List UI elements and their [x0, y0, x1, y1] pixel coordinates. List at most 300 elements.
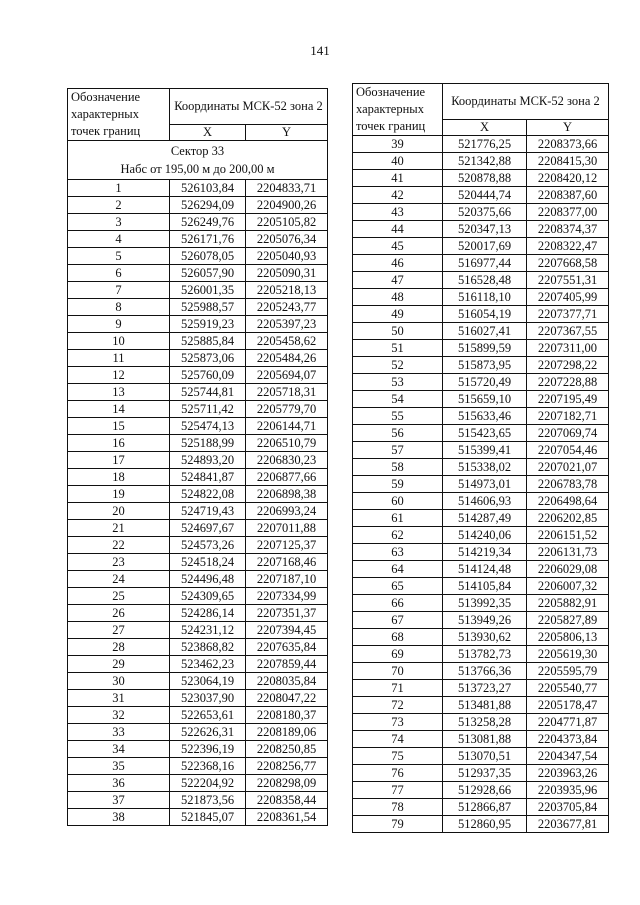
- x-coordinate: 516977,44: [443, 255, 527, 272]
- point-number: 77: [353, 782, 443, 799]
- table-row: [68, 520, 328, 537]
- y-coordinate: 2208361,54: [246, 809, 328, 826]
- y-coordinate: 2206993,24: [246, 503, 328, 520]
- y-coordinate: 2206510,79: [246, 435, 328, 452]
- table-row: [68, 435, 328, 452]
- table-row: [68, 605, 328, 622]
- table-row: [68, 673, 328, 690]
- table-row: [353, 374, 609, 391]
- point-number: 76: [353, 765, 443, 782]
- x-coordinate: 524518,24: [170, 554, 246, 571]
- x-coordinate: 513723,27: [443, 680, 527, 697]
- y-column-header: Y: [246, 125, 328, 141]
- table-row: [68, 180, 328, 197]
- x-coordinate: 525744,81: [170, 384, 246, 401]
- point-number: 60: [353, 493, 443, 510]
- y-coordinate: 2207021,07: [527, 459, 609, 476]
- point-number: 22: [68, 537, 170, 554]
- point-number: 29: [68, 656, 170, 673]
- y-coordinate: 2205595,79: [527, 663, 609, 680]
- x-coordinate: 515659,10: [443, 391, 527, 408]
- point-number: 39: [353, 136, 443, 153]
- point-number: 43: [353, 204, 443, 221]
- y-coordinate: 2205540,77: [527, 680, 609, 697]
- table-row: [353, 731, 609, 748]
- table-row: [68, 809, 328, 826]
- point-number: 26: [68, 605, 170, 622]
- point-number: 36: [68, 775, 170, 792]
- coordinates-header: Координаты МСК-52 зона 2: [170, 89, 328, 125]
- table-row: [68, 197, 328, 214]
- x-coordinate: 515873,95: [443, 357, 527, 374]
- point-number: 37: [68, 792, 170, 809]
- table-row: [353, 408, 609, 425]
- x-coordinate: 524231,12: [170, 622, 246, 639]
- point-number: 66: [353, 595, 443, 612]
- point-number: 28: [68, 639, 170, 656]
- y-coordinate: 2207168,46: [246, 554, 328, 571]
- table-row: [68, 724, 328, 741]
- x-coordinate: 520878,88: [443, 170, 527, 187]
- point-number: 59: [353, 476, 443, 493]
- point-number: 33: [68, 724, 170, 741]
- y-coordinate: 2205105,82: [246, 214, 328, 231]
- point-number: 3: [68, 214, 170, 231]
- x-coordinate: 515338,02: [443, 459, 527, 476]
- point-number: 72: [353, 697, 443, 714]
- x-coordinate: 520347,13: [443, 221, 527, 238]
- table-row: [353, 323, 609, 340]
- point-number: 52: [353, 357, 443, 374]
- point-number: 20: [68, 503, 170, 520]
- coordinates-table-left: [67, 88, 328, 826]
- y-coordinate: 2208047,22: [246, 690, 328, 707]
- x-coordinate: 512937,35: [443, 765, 527, 782]
- y-coordinate: 2207351,37: [246, 605, 328, 622]
- x-coordinate: 526103,84: [170, 180, 246, 197]
- x-coordinate: 512866,87: [443, 799, 527, 816]
- y-coordinate: 2206783,78: [527, 476, 609, 493]
- point-number: 25: [68, 588, 170, 605]
- x-coordinate: 515399,41: [443, 442, 527, 459]
- x-coordinate: 525919,23: [170, 316, 246, 333]
- x-coordinate: 526171,76: [170, 231, 246, 248]
- point-number: 11: [68, 350, 170, 367]
- table-row: [68, 690, 328, 707]
- x-coordinate: 526057,90: [170, 265, 246, 282]
- y-coordinate: 2204373,84: [527, 731, 609, 748]
- table-row: [68, 792, 328, 809]
- point-number: 42: [353, 187, 443, 204]
- point-number: 30: [68, 673, 170, 690]
- x-coordinate: 523064,19: [170, 673, 246, 690]
- y-coordinate: 2207334,99: [246, 588, 328, 605]
- x-coordinate: 513081,88: [443, 731, 527, 748]
- y-coordinate: 2203963,26: [527, 765, 609, 782]
- y-coordinate: 2207311,00: [527, 340, 609, 357]
- coordinates-table-right: [352, 83, 609, 833]
- point-number: 45: [353, 238, 443, 255]
- x-coordinate: 521873,56: [170, 792, 246, 809]
- table-row: [353, 544, 609, 561]
- point-number: 74: [353, 731, 443, 748]
- x-coordinate: 513992,35: [443, 595, 527, 612]
- x-coordinate: 521776,25: [443, 136, 527, 153]
- x-coordinate: 522626,31: [170, 724, 246, 741]
- x-coordinate: 513949,26: [443, 612, 527, 629]
- y-coordinate: 2207405,99: [527, 289, 609, 306]
- table-row: [353, 340, 609, 357]
- point-number: 58: [353, 459, 443, 476]
- table-row: [353, 527, 609, 544]
- table-row: [353, 714, 609, 731]
- y-coordinate: 2208189,06: [246, 724, 328, 741]
- table-row: [353, 391, 609, 408]
- x-column-header: X: [443, 120, 527, 136]
- table-row: [68, 656, 328, 673]
- y-coordinate: 2207182,71: [527, 408, 609, 425]
- table-row: [68, 775, 328, 792]
- point-number: 31: [68, 690, 170, 707]
- table-row: [68, 707, 328, 724]
- table-row: [68, 469, 328, 486]
- x-coordinate: 525474,13: [170, 418, 246, 435]
- table-row: [353, 578, 609, 595]
- table-row: [68, 367, 328, 384]
- point-number: 17: [68, 452, 170, 469]
- x-coordinate: 513258,28: [443, 714, 527, 731]
- x-coordinate: 513766,36: [443, 663, 527, 680]
- x-coordinate: 513070,51: [443, 748, 527, 765]
- y-coordinate: 2207011,88: [246, 520, 328, 537]
- x-coordinate: 512860,95: [443, 816, 527, 833]
- x-coordinate: 523037,90: [170, 690, 246, 707]
- x-coordinate: 513930,62: [443, 629, 527, 646]
- x-coordinate: 524697,67: [170, 520, 246, 537]
- x-coordinate: 525188,99: [170, 435, 246, 452]
- table-row: [353, 204, 609, 221]
- x-coordinate: 516118,10: [443, 289, 527, 306]
- point-number: 24: [68, 571, 170, 588]
- y-coordinate: 2205397,23: [246, 316, 328, 333]
- x-coordinate: 523462,23: [170, 656, 246, 673]
- x-coordinate: 525711,42: [170, 401, 246, 418]
- table-row: [353, 595, 609, 612]
- x-coordinate: 520375,66: [443, 204, 527, 221]
- table-row: [353, 187, 609, 204]
- table-row: [353, 629, 609, 646]
- point-number: 44: [353, 221, 443, 238]
- table-row: [353, 510, 609, 527]
- y-coordinate: 2205779,70: [246, 401, 328, 418]
- x-coordinate: 526078,05: [170, 248, 246, 265]
- x-coordinate: 521342,88: [443, 153, 527, 170]
- point-number: 70: [353, 663, 443, 680]
- y-coordinate: 2208358,44: [246, 792, 328, 809]
- x-coordinate: 524893,20: [170, 452, 246, 469]
- y-coordinate: 2208377,00: [527, 204, 609, 221]
- point-number: 53: [353, 374, 443, 391]
- table-row: [353, 561, 609, 578]
- x-coordinate: 516528,48: [443, 272, 527, 289]
- y-coordinate: 2205827,89: [527, 612, 609, 629]
- x-coordinate: 512928,66: [443, 782, 527, 799]
- point-number: 15: [68, 418, 170, 435]
- table-row: [353, 153, 609, 170]
- table-row: [68, 452, 328, 469]
- y-coordinate: 2207125,37: [246, 537, 328, 554]
- point-number: 51: [353, 340, 443, 357]
- y-coordinate: 2207859,44: [246, 656, 328, 673]
- point-number: 47: [353, 272, 443, 289]
- x-coordinate: 514606,93: [443, 493, 527, 510]
- point-number: 69: [353, 646, 443, 663]
- y-coordinate: 2208415,30: [527, 153, 609, 170]
- y-coordinate: 2203705,84: [527, 799, 609, 816]
- x-coordinate: 514240,06: [443, 527, 527, 544]
- x-coordinate: 515899,59: [443, 340, 527, 357]
- point-number: 6: [68, 265, 170, 282]
- table-row: [68, 248, 328, 265]
- point-number: 71: [353, 680, 443, 697]
- point-number: 5: [68, 248, 170, 265]
- x-coordinate: 515423,65: [443, 425, 527, 442]
- point-number: 12: [68, 367, 170, 384]
- x-coordinate: 525760,09: [170, 367, 246, 384]
- y-coordinate: 2205806,13: [527, 629, 609, 646]
- table-row: [353, 765, 609, 782]
- x-coordinate: 513481,88: [443, 697, 527, 714]
- y-coordinate: 2206007,32: [527, 578, 609, 595]
- table-row: [68, 537, 328, 554]
- point-number: 79: [353, 816, 443, 833]
- point-number: 13: [68, 384, 170, 401]
- y-coordinate: 2207551,31: [527, 272, 609, 289]
- point-number: 49: [353, 306, 443, 323]
- y-coordinate: 2203935,96: [527, 782, 609, 799]
- table-row: [353, 493, 609, 510]
- y-coordinate: 2208387,60: [527, 187, 609, 204]
- table-row: [68, 333, 328, 350]
- y-coordinate: 2205458,62: [246, 333, 328, 350]
- table-row: [353, 782, 609, 799]
- y-coordinate: 2206202,85: [527, 510, 609, 527]
- sector-caption: [68, 141, 328, 180]
- point-number: 7: [68, 282, 170, 299]
- table-row: [353, 136, 609, 153]
- point-number: 41: [353, 170, 443, 187]
- point-number: 62: [353, 527, 443, 544]
- x-coordinate: 525885,84: [170, 333, 246, 350]
- y-coordinate: 2204771,87: [527, 714, 609, 731]
- y-coordinate: 2205040,93: [246, 248, 328, 265]
- table-row: [353, 697, 609, 714]
- point-number: 78: [353, 799, 443, 816]
- table-row: [68, 299, 328, 316]
- point-number: 10: [68, 333, 170, 350]
- table-row: [68, 350, 328, 367]
- x-coordinate: 525873,06: [170, 350, 246, 367]
- y-coordinate: 2208373,66: [527, 136, 609, 153]
- x-coordinate: 524822,08: [170, 486, 246, 503]
- x-coordinate: 524719,43: [170, 503, 246, 520]
- y-coordinate: 2208035,84: [246, 673, 328, 690]
- point-number: 34: [68, 741, 170, 758]
- y-coordinate: 2205619,30: [527, 646, 609, 663]
- point-number: 68: [353, 629, 443, 646]
- table-row: [353, 442, 609, 459]
- point-number: 56: [353, 425, 443, 442]
- point-number: 48: [353, 289, 443, 306]
- y-coordinate: 2206144,71: [246, 418, 328, 435]
- x-coordinate: 516054,19: [443, 306, 527, 323]
- table-row: [68, 418, 328, 435]
- point-number: 64: [353, 561, 443, 578]
- y-coordinate: 2205076,34: [246, 231, 328, 248]
- table-row: [68, 214, 328, 231]
- y-coordinate: 2208420,12: [527, 170, 609, 187]
- table-row: [353, 357, 609, 374]
- y-coordinate: 2205484,26: [246, 350, 328, 367]
- point-number: 8: [68, 299, 170, 316]
- point-number: 23: [68, 554, 170, 571]
- table-row: [68, 639, 328, 656]
- y-coordinate: 2208298,09: [246, 775, 328, 792]
- y-coordinate: 2206151,52: [527, 527, 609, 544]
- y-coordinate: 2205090,31: [246, 265, 328, 282]
- table-row: [68, 571, 328, 588]
- y-coordinate: 2207394,45: [246, 622, 328, 639]
- y-coordinate: 2204347,54: [527, 748, 609, 765]
- x-coordinate: 522653,61: [170, 707, 246, 724]
- y-coordinate: 2208322,47: [527, 238, 609, 255]
- table-body-left: [68, 180, 328, 826]
- x-coordinate: 524286,14: [170, 605, 246, 622]
- point-number: 73: [353, 714, 443, 731]
- y-coordinate: 2207635,84: [246, 639, 328, 656]
- table-row: [353, 238, 609, 255]
- x-coordinate: 522396,19: [170, 741, 246, 758]
- y-coordinate: 2207228,88: [527, 374, 609, 391]
- table-row: [68, 758, 328, 775]
- y-coordinate: 2205243,77: [246, 299, 328, 316]
- x-coordinate: 516027,41: [443, 323, 527, 340]
- x-coordinate: 520444,74: [443, 187, 527, 204]
- y-coordinate: 2207668,58: [527, 255, 609, 272]
- x-coordinate: 515633,46: [443, 408, 527, 425]
- point-number: 2: [68, 197, 170, 214]
- table-row: [353, 663, 609, 680]
- x-column-header: X: [170, 125, 246, 141]
- y-coordinate: 2206131,73: [527, 544, 609, 561]
- y-column-header: Y: [527, 120, 609, 136]
- table-row: [353, 646, 609, 663]
- point-number: 67: [353, 612, 443, 629]
- x-coordinate: 514105,84: [443, 578, 527, 595]
- table-row: [68, 503, 328, 520]
- point-number: 65: [353, 578, 443, 595]
- point-number: 63: [353, 544, 443, 561]
- table-row: [68, 741, 328, 758]
- point-designation-header: Обозначение характерных точек границ: [68, 89, 170, 141]
- y-coordinate: 2207298,22: [527, 357, 609, 374]
- table-row: [68, 486, 328, 503]
- table-row: [353, 476, 609, 493]
- y-coordinate: 2205218,13: [246, 282, 328, 299]
- x-coordinate: 515720,49: [443, 374, 527, 391]
- table-row: [353, 459, 609, 476]
- page-number: 141: [310, 43, 330, 58]
- y-coordinate: 2208250,85: [246, 741, 328, 758]
- x-coordinate: 526001,35: [170, 282, 246, 299]
- table-row: [353, 272, 609, 289]
- y-coordinate: 2205882,91: [527, 595, 609, 612]
- table-row: [353, 748, 609, 765]
- y-coordinate: 2205178,47: [527, 697, 609, 714]
- table-row: [68, 554, 328, 571]
- table-row: [68, 622, 328, 639]
- table-row: [353, 816, 609, 833]
- y-coordinate: 2204900,26: [246, 197, 328, 214]
- y-coordinate: 2206029,08: [527, 561, 609, 578]
- table-row: [353, 255, 609, 272]
- sector-title: Сектор 33: [170, 144, 225, 158]
- y-coordinate: 2205718,31: [246, 384, 328, 401]
- table-row: [353, 612, 609, 629]
- y-coordinate: 2206877,66: [246, 469, 328, 486]
- point-number: 19: [68, 486, 170, 503]
- point-number: 75: [353, 748, 443, 765]
- y-coordinate: 2208180,37: [246, 707, 328, 724]
- x-coordinate: 514973,01: [443, 476, 527, 493]
- table-row: [353, 306, 609, 323]
- x-coordinate: 524309,65: [170, 588, 246, 605]
- y-coordinate: 2208374,37: [527, 221, 609, 238]
- y-coordinate: 2206830,23: [246, 452, 328, 469]
- table-row: [353, 289, 609, 306]
- point-designation-header: Обозначение характерных точек границ: [353, 84, 443, 136]
- table-row: [68, 282, 328, 299]
- point-number: 16: [68, 435, 170, 452]
- y-coordinate: 2207187,10: [246, 571, 328, 588]
- point-number: 27: [68, 622, 170, 639]
- x-coordinate: 522204,92: [170, 775, 246, 792]
- table-row: [353, 799, 609, 816]
- point-number: 61: [353, 510, 443, 527]
- point-number: 38: [68, 809, 170, 826]
- x-coordinate: 524573,26: [170, 537, 246, 554]
- point-number: 21: [68, 520, 170, 537]
- x-coordinate: 524841,87: [170, 469, 246, 486]
- point-number: 57: [353, 442, 443, 459]
- point-number: 54: [353, 391, 443, 408]
- x-coordinate: 523868,82: [170, 639, 246, 656]
- x-coordinate: 526249,76: [170, 214, 246, 231]
- point-number: 4: [68, 231, 170, 248]
- y-coordinate: 2204833,71: [246, 180, 328, 197]
- x-coordinate: 514219,34: [443, 544, 527, 561]
- y-coordinate: 2207377,71: [527, 306, 609, 323]
- x-coordinate: 514124,48: [443, 561, 527, 578]
- point-number: 32: [68, 707, 170, 724]
- point-number: 35: [68, 758, 170, 775]
- y-coordinate: 2206898,38: [246, 486, 328, 503]
- y-coordinate: 2207054,46: [527, 442, 609, 459]
- y-coordinate: 2206498,64: [527, 493, 609, 510]
- table-row: [68, 401, 328, 418]
- x-coordinate: 525988,57: [170, 299, 246, 316]
- y-coordinate: 2207195,49: [527, 391, 609, 408]
